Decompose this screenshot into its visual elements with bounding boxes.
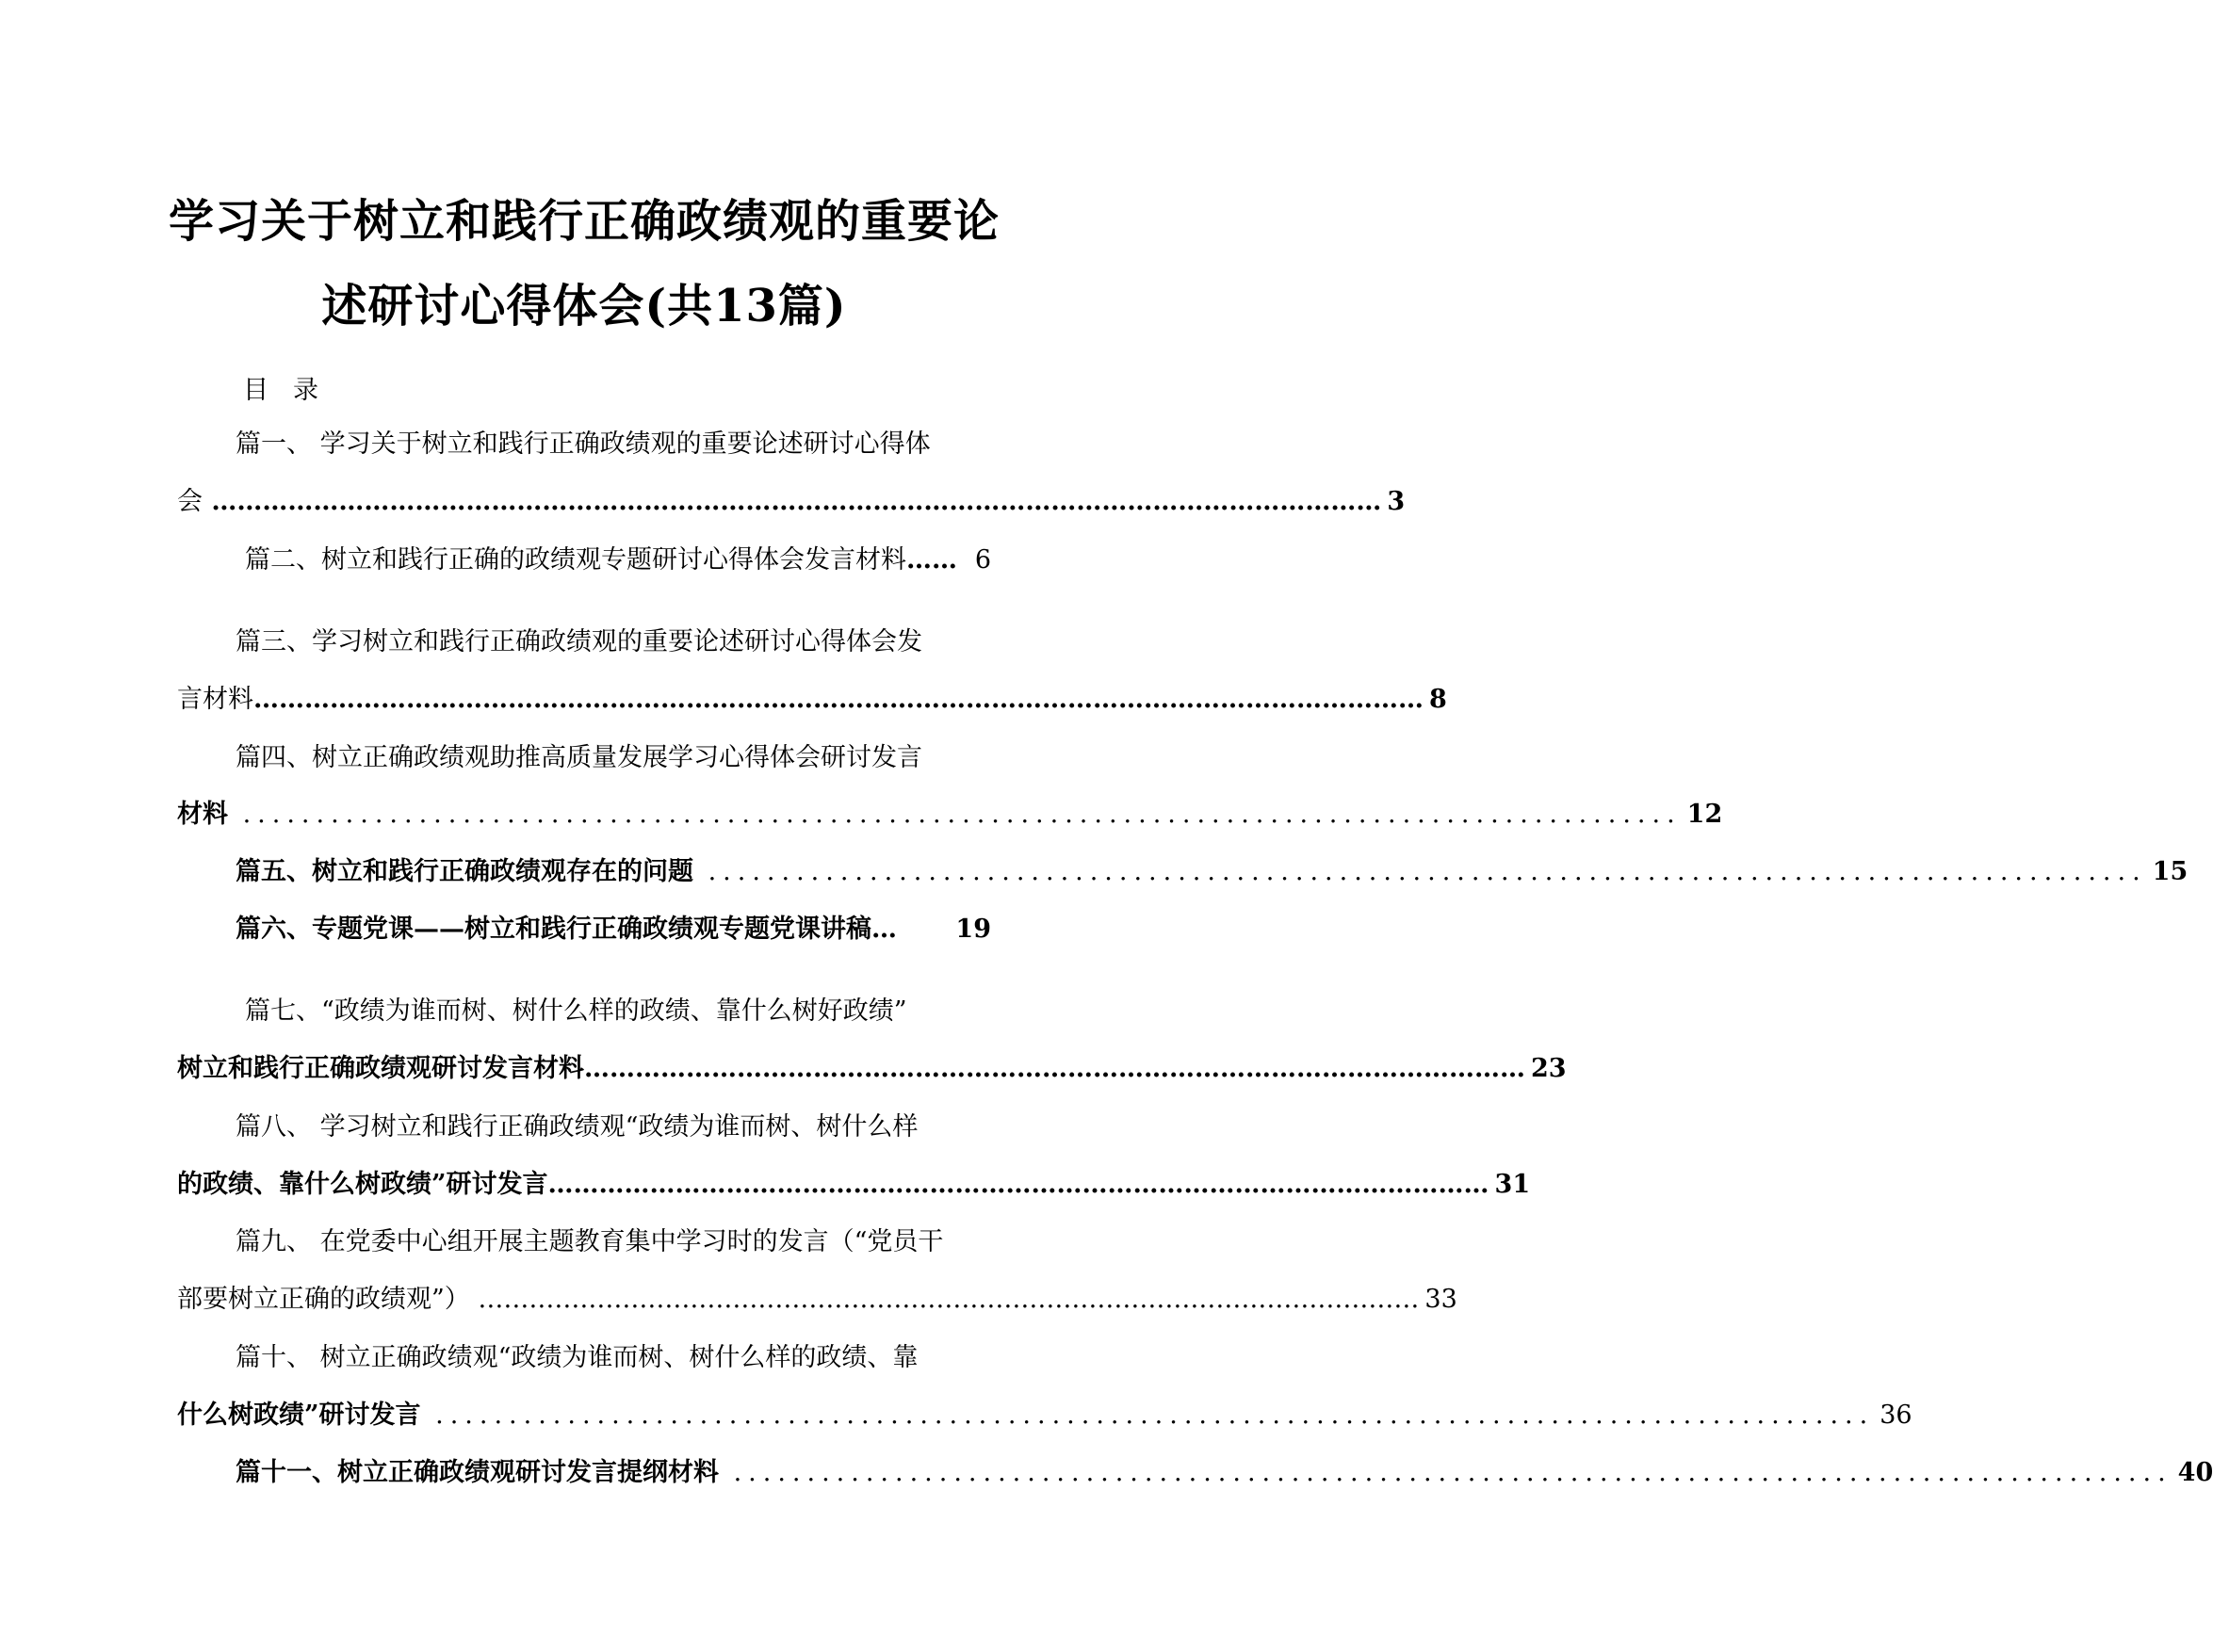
toc-entry-2[interactable] <box>245 542 991 579</box>
toc-entry-2-title: 篇二、树立和践行正确的政绩观专题研讨心得体会发言材料 <box>245 545 906 575</box>
toc-leader-dots: ………………………………………………………………………………………………………………………… <box>253 685 1424 714</box>
toc-entry-7-title-tail: 树立和践行正确政绩观研讨发言材料 <box>177 1054 584 1083</box>
toc-entry-6-title: 篇六、专题党课——树立和践行正确政绩观专题党课讲稿 <box>236 915 871 944</box>
toc-entry-3-title[interactable]: 篇三、学习树立和践行正确政绩观的重要论述研讨心得体会发 <box>236 627 922 656</box>
toc-entry-1-title[interactable]: 篇一、 学习关于树立和践行正确政绩观的重要论述研讨心得体 <box>236 429 931 459</box>
toc-leader-dots: …… <box>906 545 957 575</box>
toc-entry-7-continuation[interactable] <box>177 1050 1567 1088</box>
toc-entry-4-title[interactable]: 篇四、树立正确政绩观助推高质量发展学习心得体会研讨发言 <box>236 743 922 772</box>
toc-leader-dots: ………………………………………………………………………………………………… <box>584 1054 1525 1083</box>
toc-heading: 目录 <box>243 376 343 405</box>
toc-entry-8-page: 31 <box>1494 1170 1531 1199</box>
toc-entry-8-title[interactable]: 篇八、 学习树立和践行正确政绩观“政绩为谁而树、树什么样 <box>236 1112 919 1142</box>
toc-leader-dots: … <box>871 915 897 944</box>
toc-entry-7-title[interactable]: 篇七、“政绩为谁而树、树什么样的政绩、靠什么树好政绩” <box>245 996 907 1026</box>
toc-entry-5-page: 15 <box>2152 857 2189 886</box>
toc-entry-9-title-tail: 部要树立正确的政绩观”） <box>177 1285 470 1314</box>
toc-entry-11[interactable] <box>236 1454 2213 1492</box>
toc-entry-5[interactable] <box>236 853 2189 891</box>
toc-entry-3-page: 8 <box>1429 685 1447 714</box>
toc-entry-11-page: 40 <box>2177 1458 2213 1487</box>
toc-entry-3-title-tail: 言材料 <box>177 685 253 714</box>
toc-entry-6-page: 19 <box>955 915 991 944</box>
toc-entry-10-continuation[interactable] <box>177 1397 1912 1434</box>
document-title-line-1: 学习关于树立和践行正确政绩观的重要论 <box>168 195 1000 248</box>
toc-entry-4-title-tail: 材料 <box>177 800 228 829</box>
toc-entry-9-continuation[interactable] <box>177 1281 1457 1319</box>
toc-entry-5-title: 篇五、树立和践行正确政绩观存在的问题 <box>236 857 693 886</box>
toc-entry-8-continuation[interactable] <box>177 1166 1531 1204</box>
toc-leader-dots: ………………………………………………………………………………………………… <box>547 1170 1489 1199</box>
toc-leader-dots: .................................................................................................. <box>719 1458 2172 1487</box>
toc-leader-dots: .................................................................................................. <box>693 857 2147 886</box>
toc-entry-9-page: 33 <box>1424 1285 1457 1314</box>
toc-entry-10-title[interactable]: 篇十、 树立正确政绩观“政绩为谁而树、树什么样的政绩、靠 <box>236 1343 919 1372</box>
toc-leader-dots: .................................................................................................. <box>420 1401 1875 1430</box>
toc-entry-10-title-tail: 什么树政绩”研讨发言 <box>177 1401 421 1430</box>
toc-entry-1-title-tail: 会 <box>177 487 203 516</box>
toc-entry-4-page: 12 <box>1686 800 1723 829</box>
toc-entry-3-continuation[interactable] <box>177 681 1447 719</box>
toc-leader-dots: ………………………………………………………………………………………………… <box>469 1285 1420 1314</box>
toc-entry-7-page: 23 <box>1531 1054 1567 1083</box>
toc-entry-4-continuation[interactable] <box>177 796 1723 834</box>
toc-leader-dots: ………………………………………………………………………………………………………………………… <box>203 487 1382 516</box>
document-title-line-2: 述研讨心得体会(共13篇) <box>321 280 847 332</box>
toc-entry-1-page: 3 <box>1387 487 1406 516</box>
toc-entry-1-continuation[interactable] <box>177 483 1406 521</box>
toc-entry-10-page: 36 <box>1879 1401 1912 1430</box>
toc-entry-6[interactable] <box>236 911 991 948</box>
toc-entry-8-title-tail: 的政绩、靠什么树政绩”研讨发言 <box>177 1170 548 1199</box>
toc-entry-11-title: 篇十一、树立正确政绩观研讨发言提纲材料 <box>236 1458 719 1487</box>
toc-entry-9-title[interactable]: 篇九、 在党委中心组开展主题教育集中学习时的发言（“党员干 <box>236 1227 944 1256</box>
toc-entry-2-page: 6 <box>974 545 991 575</box>
toc-leader-dots: .................................................................................................. <box>228 800 1682 829</box>
